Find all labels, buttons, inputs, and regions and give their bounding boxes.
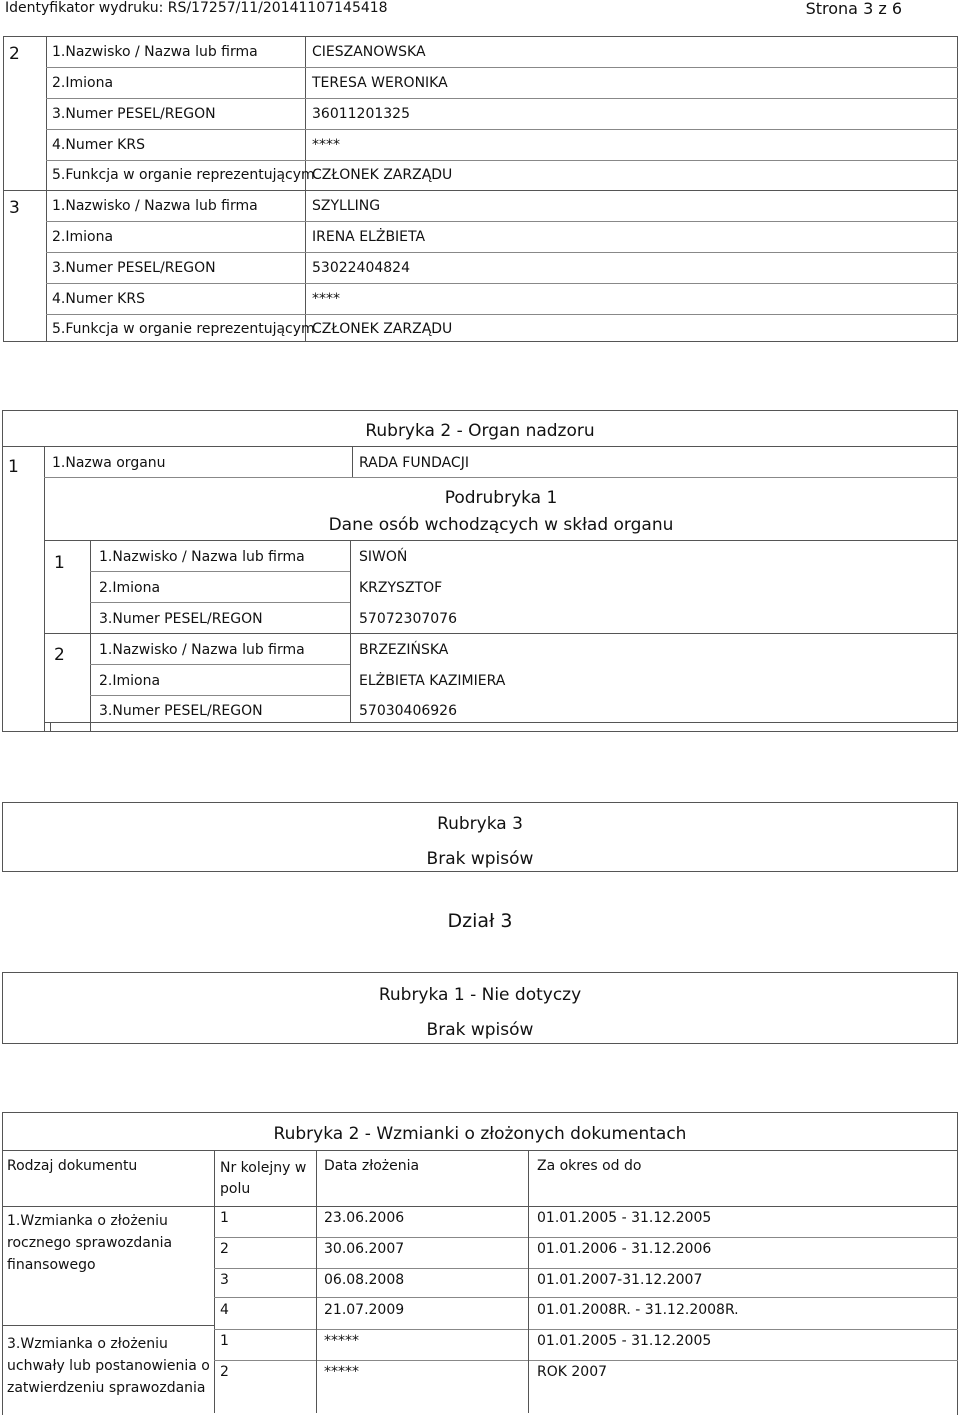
page-number: Strona 3 z 6 <box>805 0 902 18</box>
entry-period: 01.01.2008R. - 31.12.2008R. <box>537 1302 739 1318</box>
entry-date: 30.06.2007 <box>324 1241 405 1257</box>
subsection-subtitle: Dane osób wchodzących w skład organu <box>328 515 674 535</box>
field-value: 57030406926 <box>359 703 457 719</box>
column-header: Rodzaj dokumentu <box>7 1158 138 1174</box>
field-value: 36011201325 <box>312 106 410 122</box>
field-value: RADA FUNDACJI <box>359 455 469 471</box>
document-type: 1.Wzmianka o złożeniu rocznego sprawozdania finansowego <box>7 1213 173 1273</box>
field-label: 4.Numer KRS <box>52 291 145 307</box>
empty-entries-text: Brak wpisów <box>426 849 534 869</box>
chapter-title: Dział 3 <box>447 910 513 932</box>
field-value: CZŁONEK ZARZĄDU <box>312 167 453 183</box>
entry-number: 3 <box>220 1272 229 1288</box>
field-label: 3.Numer PESEL/REGON <box>52 260 216 276</box>
document-type: 3.Wzmianka o złożeniu uchwały lub postanowienia o zatwierdzeniu sprawozdania <box>7 1336 210 1396</box>
field-value: CIESZANOWSKA <box>312 44 426 60</box>
person-number: 2 <box>9 44 20 64</box>
field-label: 2.Imiona <box>99 673 161 689</box>
field-label: 2.Imiona <box>99 580 161 596</box>
entry-period: 01.01.2006 - 31.12.2006 <box>537 1241 712 1257</box>
entry-number: 2 <box>220 1364 229 1380</box>
section-title: Rubryka 3 <box>437 814 523 834</box>
empty-entries-text: Brak wpisów <box>426 1020 534 1040</box>
entry-date: ***** <box>324 1364 359 1380</box>
member-number: 2 <box>54 645 65 665</box>
column-header: Za okres od do <box>537 1158 642 1174</box>
field-label: 1.Nazwisko / Nazwa lub firma <box>99 549 305 565</box>
column-header: Nr kolejny w polu <box>220 1160 307 1197</box>
print-identifier: Identyfikator wydruku: RS/17257/11/20141107145418 <box>5 0 388 16</box>
subsection-title: Podrubryka 1 <box>444 488 558 508</box>
field-label: 3.Numer PESEL/REGON <box>52 106 216 122</box>
entry-period: 01.01.2005 - 31.12.2005 <box>537 1333 712 1349</box>
entry-period: 01.01.2007-31.12.2007 <box>537 1272 703 1288</box>
field-value: 53022404824 <box>312 260 410 276</box>
field-value: TERESA WERONIKA <box>312 75 448 91</box>
field-label: 3.Numer PESEL/REGON <box>99 611 263 627</box>
section-title: Rubryka 2 - Organ nadzoru <box>365 421 595 441</box>
entry-date: ***** <box>324 1333 359 1349</box>
entry-period: ROK 2007 <box>537 1364 608 1380</box>
field-value: SZYLLING <box>312 198 381 214</box>
field-label: 2.Imiona <box>52 229 114 245</box>
field-value: 57072307076 <box>359 611 457 627</box>
representatives-table <box>3 36 958 342</box>
section-title: Rubryka 1 - Nie dotyczy <box>378 985 582 1005</box>
field-label: 1.Nazwisko / Nazwa lub firma <box>99 642 305 658</box>
field-label: 4.Numer KRS <box>52 137 145 153</box>
field-label: 2.Imiona <box>52 75 114 91</box>
field-label: 3.Numer PESEL/REGON <box>99 703 263 719</box>
field-value: BRZEZIŃSKA <box>359 642 449 658</box>
field-label: 5.Funkcja w organie reprezentującym <box>52 321 315 337</box>
section-title: Rubryka 2 - Wzmianki o złożonych dokumentach <box>273 1124 687 1144</box>
field-value: ELŻBIETA KAZIMIERA <box>359 673 506 689</box>
field-value: **** <box>312 137 340 153</box>
field-value: CZŁONEK ZARZĄDU <box>312 321 453 337</box>
entry-period: 01.01.2005 - 31.12.2005 <box>537 1210 712 1226</box>
entry-date: 21.07.2009 <box>324 1302 405 1318</box>
entry-date: 06.08.2008 <box>324 1272 405 1288</box>
entry-number: 1 <box>220 1210 229 1226</box>
field-label: 1.Nazwisko / Nazwa lub firma <box>52 198 258 214</box>
person-number: 3 <box>9 198 20 218</box>
field-value: **** <box>312 291 340 307</box>
field-value: SIWOŃ <box>359 549 408 565</box>
field-label: 5.Funkcja w organie reprezentującym <box>52 167 315 183</box>
field-value: IRENA ELŻBIETA <box>312 229 426 245</box>
organ-number: 1 <box>8 457 19 477</box>
field-value: KRZYSZTOF <box>359 580 443 596</box>
entry-number: 4 <box>220 1302 229 1318</box>
entry-date: 23.06.2006 <box>324 1210 405 1226</box>
entry-number: 1 <box>220 1333 229 1349</box>
member-number: 1 <box>54 553 65 573</box>
entry-number: 2 <box>220 1241 229 1257</box>
field-label: 1.Nazwisko / Nazwa lub firma <box>52 44 258 60</box>
field-label: 1.Nazwa organu <box>52 455 166 471</box>
column-header: Data złożenia <box>324 1158 420 1174</box>
